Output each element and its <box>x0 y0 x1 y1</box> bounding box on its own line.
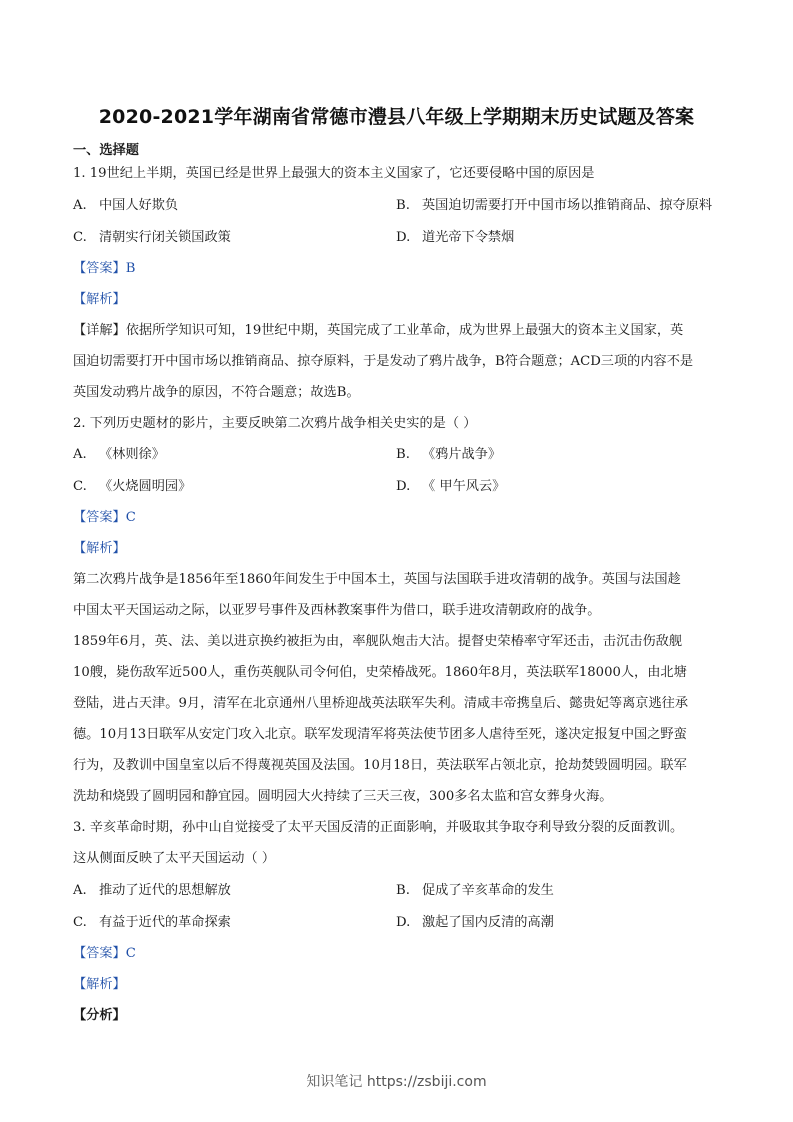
option-text: 《火烧圆明园》 <box>99 479 192 494</box>
document-title: 2020-2021学年湖南省常德市澧县八年级上学期期末历史试题及答案 <box>98 106 695 128</box>
option-letter: C. <box>73 915 87 930</box>
q2-detail-line: 德。10月13日联军从安定门攻入北京。联军发现清军将英法使节团多人虐待至死，遂决定报复中国之野蛮 <box>73 727 687 742</box>
q2-option-d <box>396 478 505 496</box>
q2-detail-line: 中国太平天国运动之际，以亚罗号事件及西林教案事件为借口，联手进攻清朝政府的战争。 <box>73 603 601 618</box>
q1-detail-line: 【详解】依据所学知识可知，19世纪中期，英国完成了工业革命，成为世界上最强大的资本主义国家，英 <box>73 323 684 338</box>
option-letter: B. <box>396 883 410 898</box>
option-letter: B. <box>396 447 410 462</box>
footer-watermark: 知识笔记 https://zsbiji.com <box>306 1074 487 1090</box>
q3-analysis-label: 【解析】 <box>73 977 126 992</box>
option-text: 《鸦片战争》 <box>422 447 502 462</box>
q1-detail-line: 国迫切需要打开中国市场以推销商品、掠夺原料，于是发动了鸦片战争，B符合题意；ACD三项的内容不是 <box>73 354 694 369</box>
question-1-stem: 1. 19世纪上半期，英国已经是世界上最强大的资本主义国家了，它还要侵略中国的原因是 <box>73 166 595 181</box>
q1-option-b <box>396 197 712 215</box>
option-letter: A. <box>73 883 87 898</box>
option-text: 有益于近代的革命探索 <box>99 915 231 930</box>
q3-fenxi-label: 【分析】 <box>73 1008 126 1023</box>
option-letter: D. <box>396 915 411 930</box>
question-3-stem: 3. 辛亥革命时期，孙中山自觉接受了太平天国反清的正面影响，并吸取其争取夺利导致分裂的反面教训。 <box>73 820 684 835</box>
option-text: 中国人好欺负 <box>99 198 179 213</box>
q2-detail-line: 10艘，毙伤敌军近500人，重伤英舰队司令何伯，史荣椿战死。1860年8月，英法联军18000人，由北塘 <box>73 665 687 680</box>
q3-answer: 【答案】C <box>73 946 136 961</box>
option-text: 英国迫切需要打开中国市场以推销商品、掠夺原料 <box>422 198 713 213</box>
option-letter: C. <box>73 479 87 494</box>
q3-option-b <box>396 882 554 900</box>
option-text: 推动了近代的思想解放 <box>99 883 231 898</box>
option-letter: D. <box>396 479 411 494</box>
q3-option-c <box>73 914 231 932</box>
q2-detail-line: 1859年6月，英、法、美以进京换约被拒为由，率舰队炮击大沽。提督史荣椿率守军还击，击沉击伤敌舰 <box>73 634 683 649</box>
q2-answer: 【答案】C <box>73 510 136 525</box>
q2-option-c <box>73 478 191 496</box>
option-letter: B. <box>396 198 410 213</box>
option-text: 《 甲午风云》 <box>422 479 506 494</box>
q2-analysis-label: 【解析】 <box>73 541 126 556</box>
option-text: 促成了辛亥革命的发生 <box>422 883 554 898</box>
q2-option-b <box>396 446 501 464</box>
option-letter: A. <box>73 447 87 462</box>
q3-option-d <box>396 914 554 932</box>
section-heading: 一、选择题 <box>73 143 139 158</box>
q1-option-a <box>73 197 178 215</box>
question-3-stem: 这从侧面反映了太平天国运动（ ） <box>73 851 276 866</box>
q2-detail-line: 洗劫和烧毁了圆明园和静宜园。圆明园大火持续了三天三夜，300多名太监和宫女葬身火海。 <box>73 789 613 804</box>
option-text: 激起了国内反清的高潮 <box>422 915 554 930</box>
q2-detail-line: 行为，及教训中国皇室以后不得蔑视英国及法国。10月18日，英法联军占领北京，抢劫焚毁圆明园。联军 <box>73 758 687 773</box>
q1-analysis-label: 【解析】 <box>73 292 126 307</box>
option-text: 清朝实行闭关锁国政策 <box>99 230 231 245</box>
q2-detail-line: 第二次鸦片战争是1856年至1860年间发生于中国本土，英国与法国联手进攻清朝的战争。英国与法国趁 <box>73 572 681 587</box>
option-text: 道光帝下令禁烟 <box>422 230 515 245</box>
q3-option-a <box>73 882 231 900</box>
question-2-stem: 2. 下列历史题材的影片，主要反映第二次鸦片战争相关史实的是（ ） <box>73 416 477 431</box>
q1-detail-line: 英国发动鸦片战争的原因，不符合题意；故选B。 <box>73 385 360 400</box>
q2-option-a <box>73 446 165 464</box>
option-letter: C. <box>73 230 87 245</box>
option-letter: D. <box>396 230 411 245</box>
q1-answer: 【答案】B <box>73 261 136 276</box>
q1-option-d <box>396 229 514 247</box>
q1-option-c <box>73 229 231 247</box>
option-text: 《林则徐》 <box>99 447 165 462</box>
option-letter: A. <box>73 198 87 213</box>
q2-detail-line: 登陆，进占天津。9月，清军在北京通州八里桥迎战英法联军失利。清咸丰帝携皇后、懿贵妃等离京逃往承 <box>73 696 689 711</box>
